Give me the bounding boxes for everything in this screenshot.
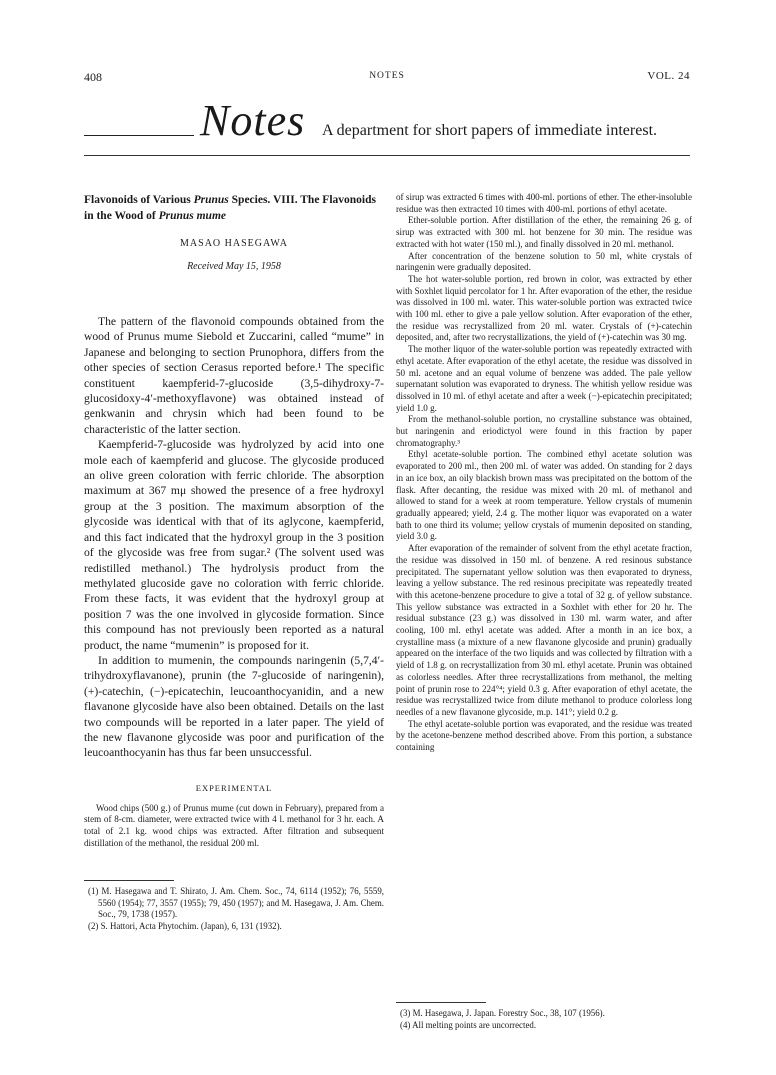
- section-label: NOTES: [369, 71, 405, 81]
- experimental-paragraph: From the methanol-soluble portion, no crystalline substance was obtained, but naringenin and eriodictyol were found in this fraction by paper chromatography.³: [396, 414, 692, 448]
- received-date: Received May 15, 1958: [187, 261, 281, 272]
- footnote: (2) S. Hattori, Acta Phytochim. (Japan), 6, 131 (1932).: [88, 920, 282, 931]
- experimental-paragraph: The hot water-soluble portion, red brown in color, was extracted by ether with Soxhlet liquid percolator for 1 hr. After evaporation of the ether, the residue was dissolved in 100 ml. water. This water-soluble portion was extracted twice with 100 ml. ether to give a pale yellow solution. After evaporation of the ether, the residue was recrystallized from 20 ml. water. Crystals of (+)-catechin deposited, and, after two recrystallizations, the yield of (+)-catechin was 30 mg.: [396, 273, 692, 343]
- section-heading: EXPERIMENTAL: [195, 782, 273, 793]
- footnote: (3) M. Hasegawa, J. Japan. Forestry Soc., 38, 107 (1956).: [400, 1008, 605, 1018]
- experimental-paragraph: After concentration of the benzene solution to 50 ml, white crystals of naringenin were gradually deposited.: [396, 250, 692, 273]
- experimental-paragraph: Ether-soluble portion. After distillation of the ether, the remaining 26 g. of sirup was extracted with 300 ml. hot benzene for 30 min. The residue was extracted with hot water (150 ml.), and finally dissolved in 20 ml. methanol.: [396, 215, 692, 249]
- body-paragraph: The pattern of the flavonoid compounds obtained from the wood of Prunus mume Siebold et Zuccarini, called “mume” in Japanese and belonging to section Prunophora, differs from the other species of section Cerasus reported before.¹ The specific constituent kaempferid-7-glucoside (3,5-dihydroxy-7-glucosidoxy-4′-methoxyflavone) was obtained instead of genkwanin and chrysin which had been found to be characteristic of the latter section.: [84, 315, 384, 436]
- experimental-paragraph: Wood chips (500 g.) of Prunus mume (cut down in February), prepared from a stem of 8-cm. diameter, were extracted twice with 4 l. methanol for 3 hr. each. A total of 2.1 kg. wood chips was extracted. After filtration and subsequent distillation of the methanol, the residual 200 ml.: [84, 802, 384, 848]
- body-paragraph: Kaempferid-7-glucoside was hydrolyzed by acid into one mole each of kaempferid and glucose. The glycoside produced an olive green coloration with ferric chloride. The absorption maximum at 367 mμ showed the presence of a free hydroxyl group at the 3 position. The maximum absorption of the glycoside was identical with that of its aglycone, kaempferid, and this fact indicated that the hydroxyl group in the 3 position of the glycoside was free from sugar.² (The solvent used was redistilled methanol.) The hydrolysis product from the methylated glucoside gave no coloration with ferric chloride. From these facts, it was evident that the hydroxyl group at position 7 was the one involved in glycoside formation. Since this compound has not previously been reported as a natural product, the name “mumenin” is proposed for it.: [84, 438, 384, 652]
- masthead-rule: [84, 135, 194, 136]
- page-number: 408: [84, 70, 102, 84]
- masthead: [84, 96, 690, 152]
- footnote: (1) M. Hasegawa and T. Shirato, J. Am. Chem. Soc., 74, 6114 (1952); 76, 5559, 5560 (1954); 77, 3557 (1955); 79, 450 (1957); and M. Hasegawa, J. Am. Chem. Soc., 79, 1738 (1957).: [88, 886, 384, 919]
- article-author: MASAO HASEGAWA: [180, 238, 288, 249]
- running-head: [84, 70, 690, 88]
- right-column: [396, 192, 692, 754]
- footnotes-left: [84, 886, 384, 932]
- footnote-rule: [396, 1002, 486, 1003]
- footnote: (4) All melting points are uncorrected.: [400, 1019, 537, 1030]
- article-title: Flavonoids of Various Prunus Species. VIII. The Flavonoids in the Wood of Prunus mume: [84, 194, 376, 222]
- masthead-title: Notes: [200, 96, 306, 145]
- body-paragraph: In addition to mumenin, the compounds naringenin (5,7,4′-trihydroxyflavanone), prunin (the 7-glucoside of naringenin), (+)-catechin, (−)-epicatechin, leucoanthocyanidin, and a new flavanone glycoside have also been obtained. Details on the last two compounds will be reported in a later paper. The yield of the new flavanone glycoside was poor and purification of the leucoanthocyanin has thus far been unsuccessful.: [84, 653, 384, 760]
- left-column: [84, 192, 384, 850]
- footnote-rule: [84, 880, 174, 881]
- experimental-paragraph: Ethyl acetate-soluble portion. The combined ethyl acetate solution was evaporated to 200 ml., then 200 ml. of water was added. On standing for 2 days in an ice box, an oily blackish brown mass was precipitated on the bottom of the flask. After decanting, the residue was mixed with 20 ml. of methanol and allowed to stand for a week at room temperature. Yellow crystals of mumenin gradually appeared; yield, 2.4 g. The mother liquor was evaporated on a water bath to one third its volume; yellow crystals of mumenin deposited on standing, yield 3.0 g.: [396, 449, 692, 542]
- experimental-paragraph: After evaporation of the remainder of solvent from the ethyl acetate fraction, the residue was dissolved in 150 ml. of benzene. A red resinous substance precipitated. The supernatant yellow solution was then evaporated to dryness, leaving a yellow substance. The red resinous precipitate was repeatedly treated with this acetone-benzene procedure to give a total of 32 g. of yellow substance. This yellow substance was extracted in a Soxhlet with ether for 20 hr. The residual substance (23 g.) was dissolved in 130 ml. warm water, and after cooling, 100 ml. ethyl acetate was added. After a month in an ice box, a crystalline mass (a mixture of a new flavanone glycoside and prunin) gradually appeared on the interface of the two liquids and was collected by filtration with a yield of 1.8 g. on recrystallization from 30 ml. ethyl acetate. Prunin was obtained as colorless needles. After three recrystallizations from methanol, the melting point of prunin rose to 224°⁴; yield 0.3 g. After evaporation of ethyl acetate, the residue was recrystallized twice from dilute methanol to produce colorless long needles of a new flavanone glycoside, m.p. 141°; yield 0.2 g.: [396, 543, 692, 717]
- experimental-paragraph: The ethyl acetate-soluble portion was evaporated, and the residue was treated by the acetone-benzene method described above. From this portion, a substance containing: [396, 718, 692, 753]
- footnotes-right: [396, 1008, 692, 1031]
- masthead-divider: [84, 155, 690, 156]
- experimental-paragraph: The mother liquor of the water-soluble portion was repeatedly extracted with ethyl acetate. After evaporation of the ethyl acetate, the residue was dissolved in 50 ml. acetone and an equal volume of benzene was added. The pale yellow supernatant solution was evaporated to dryness. The whitish yellow residue was dissolved in 10 ml. of ethyl acetate and after a week (−)-epicatechin precipitated; yield 1.0 g.: [396, 344, 692, 413]
- volume-label: VOL. 24: [647, 70, 690, 82]
- experimental-paragraph: of sirup was extracted 6 times with 400-ml. portions of ether. The ether-insoluble residue was then extracted 10 times with 400-ml. portions of ethyl acetate.: [396, 192, 692, 214]
- masthead-tagline: A department for short papers of immediate interest.: [322, 122, 658, 139]
